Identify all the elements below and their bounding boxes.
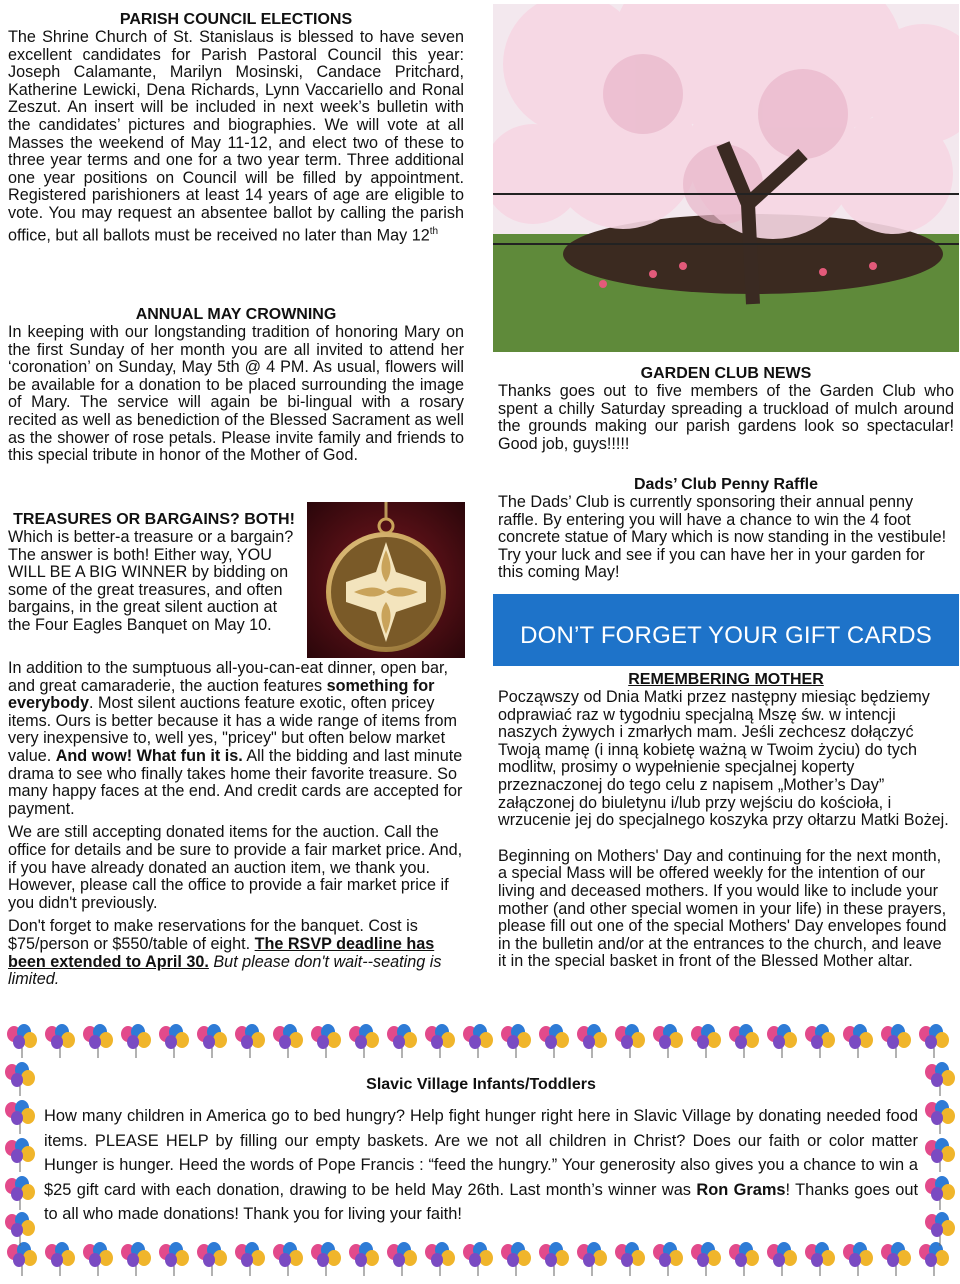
gift-cards-banner: DON’T FORGET YOUR GIFT CARDS	[493, 594, 959, 666]
parish-council-title: PARISH COUNCIL ELECTIONS	[119, 11, 353, 28]
may-crowning-section	[8, 305, 464, 465]
remembering-mother-polish: Począwszy od Dnia Matki przez następny miesiąc będziemy odprawiać raz w tygodniu specjalną Mszę św. w intencji naszych żywych i zmarłych mam. Jeśli zechcesz dołączyć Twoją mamę (i inną kobietę ważną w Twoim życiu) do tych modlitw, prosimy o wypełnienie specjalnej koperty przeznaczonej do tego celu z napisem „Mother’s Day” załączonej do biuletynu i/lub przy wejściu do kościoła, i wrzucenie jej do specjalnego koszyka przy ołtarzu Matki Bożej.	[498, 688, 949, 830]
treasures-section-bottom	[8, 660, 464, 989]
garden-club-title: GARDEN CLUB NEWS	[640, 365, 812, 382]
dads-club-title: Dads’ Club Penny Raffle	[633, 476, 819, 493]
remembering-mother-title: REMEMBERING MOTHER	[628, 671, 824, 688]
dads-club-body: The Dads’ Club is currently sponsoring their annual penny raffle. By entering you will have a chance to win the 4 foot concrete statue of Mary which is now standing in the vestibule! Try your luck and see if you can have her in your garden for this coming May!	[498, 493, 947, 582]
treasures-intro: Which is better-a treasure or a bargain? The answer is both! Either way, YOU WILL BE A BIG WINNER by bidding on some of the great treasures, and often bargains, in the great silent auction at the Four Eagles Banquet on May 10.	[8, 528, 294, 634]
may-crowning-body: In keeping with our longstanding tradition of honoring Mary on the first Sunday of her month you are all invited to attend her ‘coronation’ on Sunday, May 5th @ 4 PM. As usual, flowers will be available for a donation to be placed surrounding the image of Mary. The service will again be bi-lingual with a rosary recited as well as benediction of the Blessed Sacrament as well as the shower of rose petals. Please invite family and friends to this special tribute in honor of the Mother of God.	[8, 323, 464, 465]
treasures-paragraph-3: We are still accepting donated items for the auction. Call the office for details and be sure to provide a fair market price. And, if you have already donated an auction item, we thank you. However, please call the office to provide a fair market price if you didn't previously.	[8, 823, 463, 912]
treasures-paragraph-4: Don't forget to make reservations for the banquet. Cost is $75/person or $550/table of eight. The RSVP deadline has been extended to April 30. But please don't wait--seating is limited.	[8, 917, 442, 989]
cross-medal-icon	[307, 502, 465, 658]
treasures-title: TREASURES OR BARGAINS? BOTH!	[13, 511, 295, 528]
cross-medal-image	[307, 502, 465, 658]
slavic-village-title: Slavic Village Infants/Toddlers	[366, 1076, 596, 1093]
may-crowning-title: ANNUAL MAY CROWNING	[135, 306, 337, 323]
dads-club-section	[498, 475, 954, 582]
slavic-village-body: How many children in America go to bed hungry? Help fight hunger right here in Slavic Village by donating needed food items. PLEASE HELP by filling our empty baskets. Are we not all children in Christ? Does our faith or color matter Hunger is hunger. Heed the words of Pope Francis : “feed the hungry.” Your generosity also gives you a chance to win a $25 gift card with each donation, drawing to be held May 26th. Last month’s winner was Ron Grams! Thanks goes out to all who made donations! Thank you for living your faith!	[44, 1107, 918, 1223]
garden-club-body: Thanks goes out to five members of the Garden Club who spent a chilly Saturday spreading a truckload of mulch around the grounds making our parish gardens look so spectacular! Good job, guys!!!!!	[498, 382, 954, 453]
cherry-tree-icon	[493, 4, 959, 352]
garden-club-section	[498, 364, 954, 453]
treasures-paragraph-2: In addition to the sumptuous all-you-can-eat dinner, open bar, and great camaraderie, the auction features something for everybody. Most silent auctions feature exotic, often pricey items. Ours is better because it has a wide range of items from very inexpensive to, well yes, "pricey" but often below market value. And wow! What fun it is. All the bidding and last minute drama to see who finally takes home their favorite treasure. So many happy faces at the end. And credit cards are accepted for payment.	[8, 659, 463, 818]
cherry-tree-image	[493, 4, 959, 352]
parish-council-section	[8, 10, 464, 245]
remembering-mother-english: Beginning on Mothers' Day and continuing for the next month, a special Mass will be offered weekly for the intention of our living and deceased mothers. If you would like to include your mother (and other special women in your life) in these prayers, please fill out one of the special Mothers' Day envelopes found in the bulletin and/or at the entrances to the church, and leave it in the special basket in front of the Blessed Mother altar.	[498, 846, 947, 971]
remembering-mother-section	[498, 670, 954, 971]
treasures-section-top	[8, 510, 300, 635]
parish-council-body: The Shrine Church of St. Stanislaus is blessed to have seven excellent candidates for Parish Pastoral Council this year: Joseph Calamante, Marilyn Mosinski, Candace Pritchard, Katherine Lewicki, Dena Richards, Lynn Vaccariello and Ronal Zeszut. An insert will be included in next week’s bulletin with the candidates’ pictures and biographies. We will vote at all Masses the weekend of May 11-12, and elect two of these to three year terms and one for a two year term. Three additional one year positions on Council will be filled by appointment. Registered parishioners at least 14 years of age are eligible to vote. You may request an absentee ballot by calling the parish office, but all ballots must be received no later than May 12th	[8, 28, 464, 244]
slavic-village-section	[44, 1075, 918, 1227]
